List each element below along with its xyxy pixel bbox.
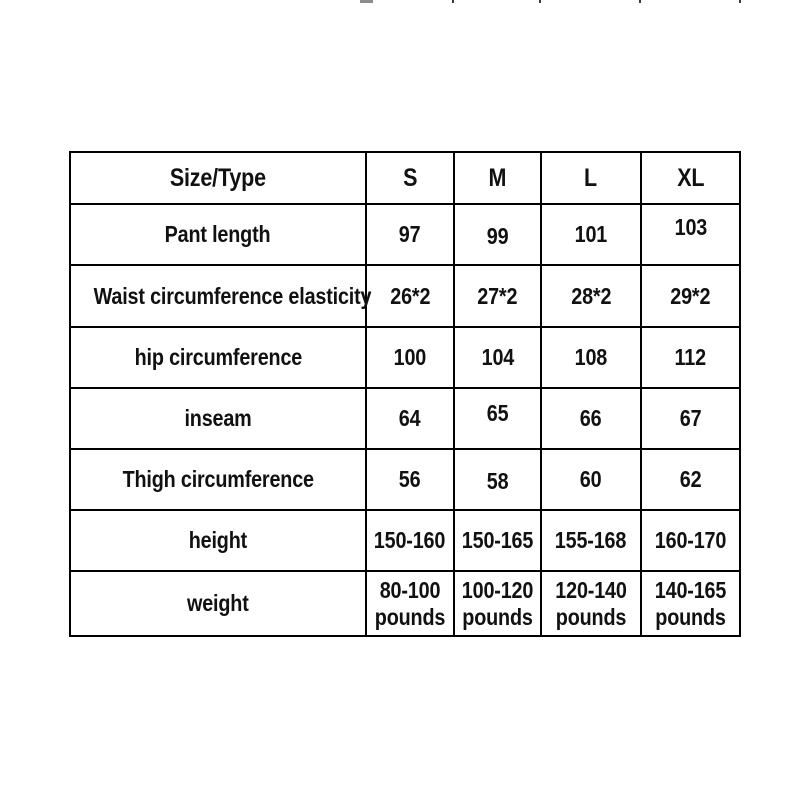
table-cell-text: 58 (486, 468, 509, 494)
table-cell-text: 64 (399, 405, 421, 431)
table-cell-text: 108 (574, 344, 608, 370)
table-cell (641, 388, 740, 449)
row-label-text: weight (187, 590, 249, 616)
table-cell-text: 28*2 (570, 282, 612, 309)
table-cell (366, 265, 454, 327)
table-cell (541, 449, 641, 510)
column-header-text: S (402, 163, 418, 192)
column-header (454, 152, 541, 204)
table-cell (641, 265, 740, 327)
table-cell-text: 104 (481, 344, 514, 370)
row-label (70, 265, 372, 327)
column-header-text: M (488, 163, 507, 192)
table-cell-text: 26*2 (389, 282, 431, 309)
column-header-text: Size/Type (169, 163, 267, 192)
table-row (70, 327, 740, 388)
table-cell-text: 99 (486, 223, 509, 249)
cropped-gridline-fragment (739, 0, 741, 3)
table-cell-text: 100-120 pounds (461, 576, 534, 630)
table-cell-text: 67 (679, 405, 702, 431)
table-cell (641, 327, 740, 388)
row-label-text: hip circumference (134, 344, 302, 370)
row-label (70, 510, 366, 571)
table-cell (366, 388, 454, 449)
table-cell-text: 155-168 (555, 527, 627, 553)
row-label (70, 204, 366, 265)
table-cell-text: 112 (674, 344, 707, 370)
header-row (70, 152, 740, 204)
table-row (70, 388, 740, 449)
table-cell-text: 100 (393, 344, 427, 370)
row-label-text: inseam (184, 405, 252, 431)
table-cell (454, 449, 541, 510)
row-label (70, 327, 366, 388)
table-cell-text: 65 (486, 400, 509, 426)
table-cell-text: 62 (679, 466, 702, 492)
row-label-text: height (188, 527, 248, 553)
table-row (70, 265, 740, 327)
table-cell-text: 97 (399, 221, 421, 247)
table-row (70, 571, 740, 636)
table-cell (454, 510, 541, 571)
table-cell-text: 29*2 (670, 282, 711, 309)
table-cell (366, 327, 454, 388)
table-cell (366, 449, 454, 510)
cropped-gridline-fragment (452, 0, 454, 3)
table-cell-text: 103 (674, 214, 707, 240)
size-table (69, 151, 741, 637)
table-cell (454, 571, 541, 636)
row-label (70, 388, 366, 449)
table-cell-text: 160-170 (654, 527, 727, 553)
column-header (641, 152, 740, 204)
table-cell-text: 120-140 pounds (555, 576, 627, 630)
table-cell (366, 204, 454, 265)
row-label-text: Thigh circumference (122, 466, 314, 492)
table-cell (454, 327, 541, 388)
table-row (70, 204, 740, 265)
table-cell (541, 265, 641, 327)
table-row (70, 449, 740, 510)
table-cell (541, 571, 641, 636)
table-cell (541, 388, 641, 449)
table-cell-text: 101 (574, 221, 608, 247)
row-label (70, 449, 366, 510)
table-cell (641, 571, 740, 636)
column-header (541, 152, 641, 204)
table-cell-text: 27*2 (477, 282, 518, 309)
table-cell-text: 66 (580, 405, 602, 431)
table-cell (641, 449, 740, 510)
table-cell (366, 571, 454, 636)
table-cell-text: 140-165 pounds (654, 576, 727, 630)
cropped-gridline-fragment (639, 0, 641, 3)
table-cell-text: 150-160 (374, 527, 446, 553)
table-cell (366, 510, 454, 571)
column-header (70, 152, 366, 204)
table-cell-text: 60 (580, 466, 602, 492)
table-cell (454, 204, 541, 265)
size-table-body (70, 152, 740, 636)
row-label (70, 571, 366, 636)
row-label-text: Pant length (165, 221, 271, 247)
table-cell (541, 510, 641, 571)
column-header-text: L (584, 163, 598, 192)
table-cell-text: 150-165 (461, 527, 534, 553)
column-header (366, 152, 454, 204)
row-label-text: Waist circumference elasticity (93, 282, 372, 309)
cropped-gridline-fragment (539, 0, 541, 3)
table-cell-text: 56 (399, 466, 421, 492)
table-cell (641, 204, 740, 265)
table-cell (541, 327, 641, 388)
table-cell (454, 265, 541, 327)
table-cell (641, 510, 740, 571)
column-header-text: XL (676, 163, 705, 192)
cropped-content-fragment (360, 0, 373, 3)
table-cell (541, 204, 641, 265)
table-row (70, 510, 740, 571)
table-cell-text: 80-100 pounds (374, 576, 446, 630)
table-cell (454, 388, 541, 449)
